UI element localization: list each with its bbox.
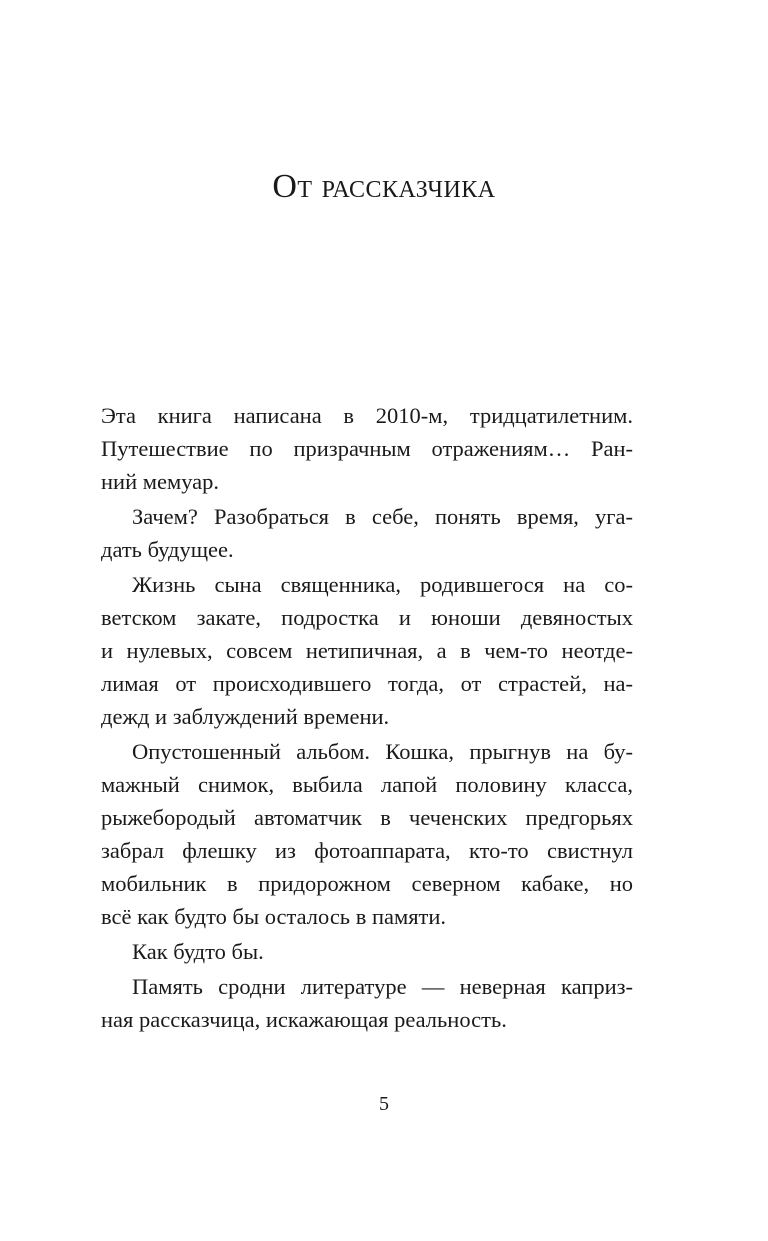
- page-number: 5: [379, 1093, 389, 1115]
- text-line: Память сродни литературе — неверная каприз-: [132, 974, 633, 999]
- text-line: забрал флешку из фотоаппарата, кто-то свистнул: [101, 838, 633, 863]
- text-line: Эта книга написана в 2010-м, тридцатилетним.: [101, 403, 633, 428]
- text-line: ний мемуар.: [101, 469, 220, 494]
- text-line: Как будто бы.: [132, 939, 264, 964]
- text-line: Опустошенный альбом. Кошка, прыгнув на бу-: [132, 739, 633, 764]
- text-line: мобильник в придорожном северном кабаке, но: [101, 871, 633, 896]
- text-line: Зачем? Разобраться в себе, понять время, уга-: [132, 504, 633, 529]
- text-line: мажный снимок, выбила лапой половину класса,: [101, 772, 633, 797]
- text-line: ветском закате, подростка и юноши девяностых: [101, 605, 633, 630]
- text-line: Жизнь сына священника, родившегося на со-: [132, 572, 633, 597]
- chapter-title: От рассказчика: [272, 168, 496, 205]
- text-line: лимая от происходившего тогда, от страстей, на-: [101, 671, 633, 696]
- text-line: дежд и заблуждений времени.: [101, 704, 390, 729]
- text-line: и нулевых, совсем нетипичная, а в чем-то неотде-: [101, 638, 633, 663]
- text-line: Путешествие по призрачным отражениям… Ран-: [101, 436, 633, 461]
- text-line: всё как будто бы осталось в памяти.: [101, 904, 447, 929]
- text-line: дать будущее.: [101, 537, 234, 562]
- body-text: [101, 399, 633, 1036]
- text-line: ная рассказчица, искажающая реальность.: [101, 1007, 507, 1032]
- text-line: рыжебородый автоматчик в чеченских предгорьях: [101, 805, 633, 830]
